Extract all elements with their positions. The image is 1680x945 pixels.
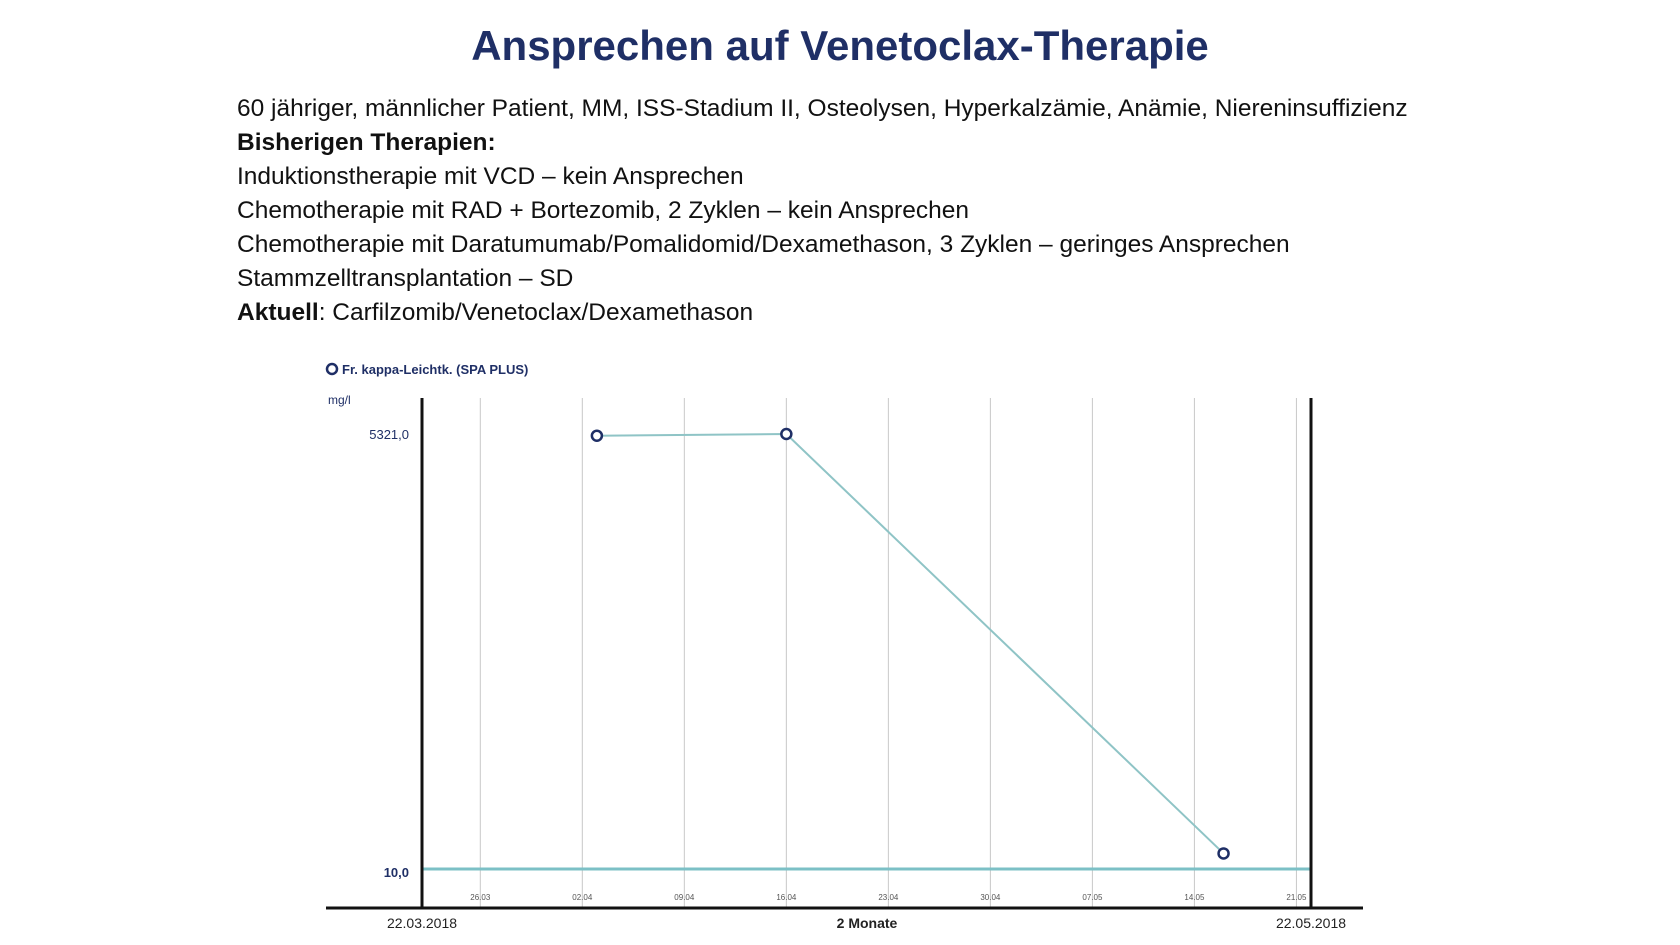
x-tick-label: 16.04 — [776, 893, 797, 902]
x-tick-label: 02.04 — [572, 893, 593, 902]
x-tick-label: 09.04 — [674, 893, 695, 902]
x-tick-label: 26.03 — [470, 893, 491, 902]
x-tick-label: 14.05 — [1184, 893, 1205, 902]
y-axis-unit: mg/l — [328, 393, 351, 407]
series-line — [597, 434, 1224, 853]
legend-marker-icon — [327, 364, 337, 374]
data-point — [781, 429, 791, 439]
axes — [326, 398, 1363, 908]
data-point — [1219, 848, 1229, 858]
slide-title: Ansprechen auf Venetoclax-Therapie — [471, 22, 1209, 69]
x-tick-label: 30.04 — [980, 893, 1001, 902]
x-start-label: 22.03.2018 — [386, 915, 458, 931]
series-group — [592, 429, 1229, 858]
data-point — [592, 431, 602, 441]
current-therapy-label: Aktuell — [237, 299, 319, 326]
legend-label: Fr. kappa-Leichtk. (SPA PLUS) — [342, 362, 529, 377]
therapy-line-4: Stammzelltransplantation – SD — [237, 265, 574, 292]
x-tick-label: 21.05 — [1286, 893, 1307, 902]
grid-lines — [480, 398, 1296, 908]
current-therapy-value: : Carfilzomib/Venetoclax/Dexamethason — [318, 299, 754, 326]
x-tick-label: 07.05 — [1082, 893, 1103, 902]
x-end-label: 22.05.2018 — [1275, 915, 1347, 931]
therapy-line-2: Chemotherapie mit RAD + Bortezomib, 2 Zyklen – kein Ansprechen — [237, 197, 969, 224]
y-tick-label-bottom: 10,0 — [383, 865, 409, 880]
y-tick-label-top: 5321,0 — [369, 427, 409, 442]
therapy-line-3: Chemotherapie mit Daratumumab/Pomalidomid/Dexamethason, 3 Zyklen – geringes Ansprechen — [237, 231, 1290, 258]
prior-therapies-heading: Bisherigen Therapien: — [237, 129, 496, 156]
x-tick-label: 23.04 — [878, 893, 899, 902]
x-center-label: 2 Monate — [836, 915, 898, 931]
therapy-line-1: Induktionstherapie mit VCD – kein Ansprechen — [237, 163, 744, 190]
patient-line: 60 jähriger, männlicher Patient, MM, ISS-Stadium II, Osteolysen, Hyperkalzämie, Anämie, Niereninsuffizienz — [237, 95, 1408, 122]
